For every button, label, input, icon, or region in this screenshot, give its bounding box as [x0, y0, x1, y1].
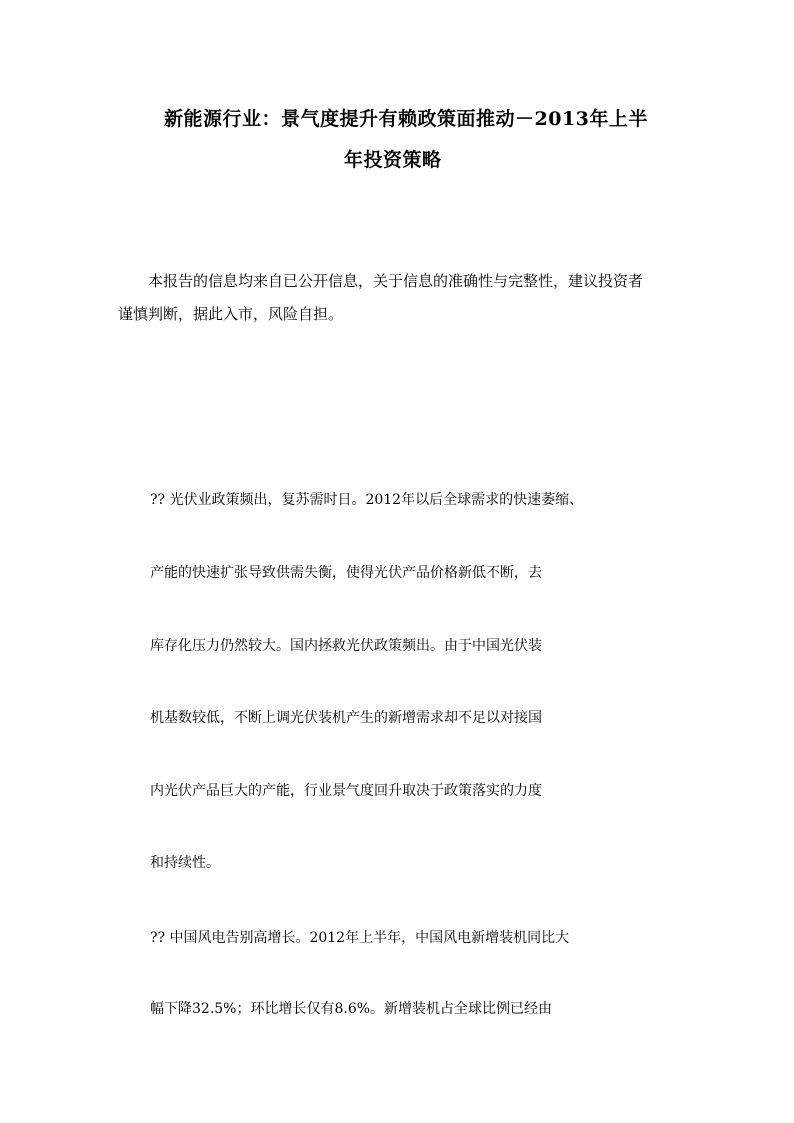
body-line-6: 和持续性。 — [150, 855, 220, 871]
document-title-line-1: 新能源行业：景气度提升有赖政策面推动－2013年上半 — [164, 108, 648, 130]
disclaimer-paragraph — [118, 265, 698, 331]
disclaimer-line-2: 谨慎判断，据此入市，风险自担。 — [118, 305, 344, 323]
body-line-4: 机基数较低，不断上调光伏装机产生的新增需求却不足以对接国 — [150, 710, 542, 726]
body-line-3: 库存化压力仍然较大。国内拯救光伏政策频出。由于中国光伏装 — [150, 638, 542, 654]
body-line-7: ?? 中国风电告别高增长。2012年上半年，中国风电新增装机同比大 — [150, 930, 570, 946]
body-line-5: 内光伏产品巨大的产能，行业景气度回升取决于政策落实的力度 — [150, 783, 542, 799]
body-line-8: 幅下降32.5%；环比增长仅有8.6%。新增装机占全球比例已经由 — [150, 1001, 553, 1017]
body-line-2: 产能的快速扩张导致供需失衡，使得光伏产品价格新低不断，去 — [150, 565, 542, 581]
document-title-line-2: 年投资策略 — [344, 149, 442, 171]
disclaimer-line-1: 本报告的信息均来自已公开信息，关于信息的准确性与完整性，建议投资者 — [148, 272, 644, 290]
body-line-1: ?? 光伏业政策频出，复苏需时日。2012年以后全球需求的快速萎缩、 — [150, 492, 584, 508]
